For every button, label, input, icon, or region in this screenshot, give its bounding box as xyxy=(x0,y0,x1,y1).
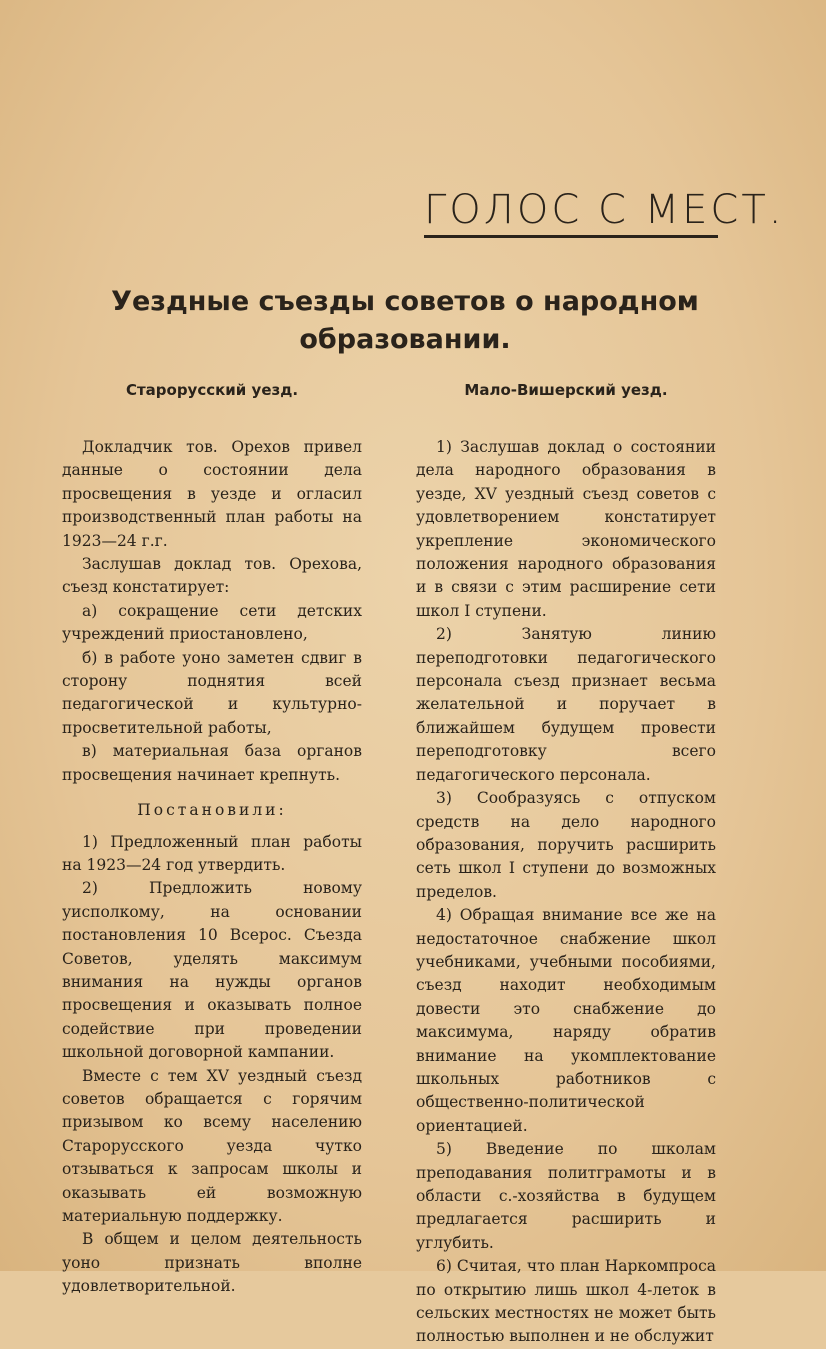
rubric-title: ГОЛОС С МЕСТ. xyxy=(424,187,785,233)
left-column xyxy=(62,378,362,1299)
right-column xyxy=(416,378,716,1349)
paragraph: Заслушав доклад тов. Орехова, съезд констатирует: xyxy=(62,555,362,597)
paragraph: 1) Предложенный план работы на 1923—24 год утвердить. xyxy=(62,832,362,874)
resolution-heading: Постановили: xyxy=(137,801,287,820)
paragraph: 5) Введение по школам преподавания политграмоты и в области с.-хозяйства в будущем предлагается расширить и углубить. xyxy=(416,1140,716,1252)
paragraph: 6) Считая, что план Наркомпроса по открытию лишь школ 4-леток в сельских местностях не может быть полностью выполнен и не обслужит xyxy=(416,1257,716,1346)
paragraph: а) сокращение сети детских учреждений приостановлено, xyxy=(62,601,362,644)
paragraph: 2) Занятую линию переподготовки педагогического персонала съезд признает весьма желательной и поручает в ближайшем будущем провести переподготовку всего педагогического персонала. xyxy=(416,625,716,784)
rubric-underline xyxy=(424,235,718,238)
left-column-title: Старорусский уезд. xyxy=(125,381,299,399)
paragraph: в) материальная база органов просвещения начинает крепнуть. xyxy=(62,742,362,784)
paragraph: Докладчик тов. Орехов привел данные о состоянии дела просвещения в уезде и огласил производственный план работы на 1923—24 г.г. xyxy=(62,438,362,550)
paragraph: Вместе с тем XV уездный съезд советов обращается с горячим призывом ко всему населению Старорусского уезда чутко отзываться к запросам школы и оказывать ей возможную материальную поддержку. xyxy=(62,1066,362,1225)
paragraph: 2) Предложить новому уисполкому, на основании постановления 10 Всерос. Съезда Советов, уделять максимум внимания на нужды органов просвещения и оказывать полное содействие при проведении школьной договорной кампании. xyxy=(62,879,362,1062)
paragraph: 4) Обращая внимание все же на недостаточное снабжение школ учебниками, учебными пособиями, съезд находит необходимым довести это снабжение до максимума, наряду обратив внимание на укомплектование школьных работников с общественно-политической ориентацией. xyxy=(416,906,716,1135)
paragraph: В общем и целом деятельность уоно признать вполне удовлетворительной. xyxy=(62,1230,362,1296)
paragraph: 1) Заслушав доклад о состоянии дела народного образования в уезде, XV уездный съезд советов с удовлетворением констатирует укрепление экономического положения народного образования и в связи с этим расширение сети школ I ступени. xyxy=(416,438,716,620)
right-column-title: Мало-Вишерский уезд. xyxy=(464,381,668,399)
paragraph: 3) Сообразуясь с отпуском средств на дело народного образования, поручить расширить сеть школ I ступени до возможных пределов. xyxy=(416,789,716,901)
paragraph: б) в работе уоно заметен сдвиг в сторону поднятия всей педагогической и культурно-просветительной работы, xyxy=(62,648,362,737)
article-headline: Уездные съезды советов о народном образовании. xyxy=(111,286,699,355)
